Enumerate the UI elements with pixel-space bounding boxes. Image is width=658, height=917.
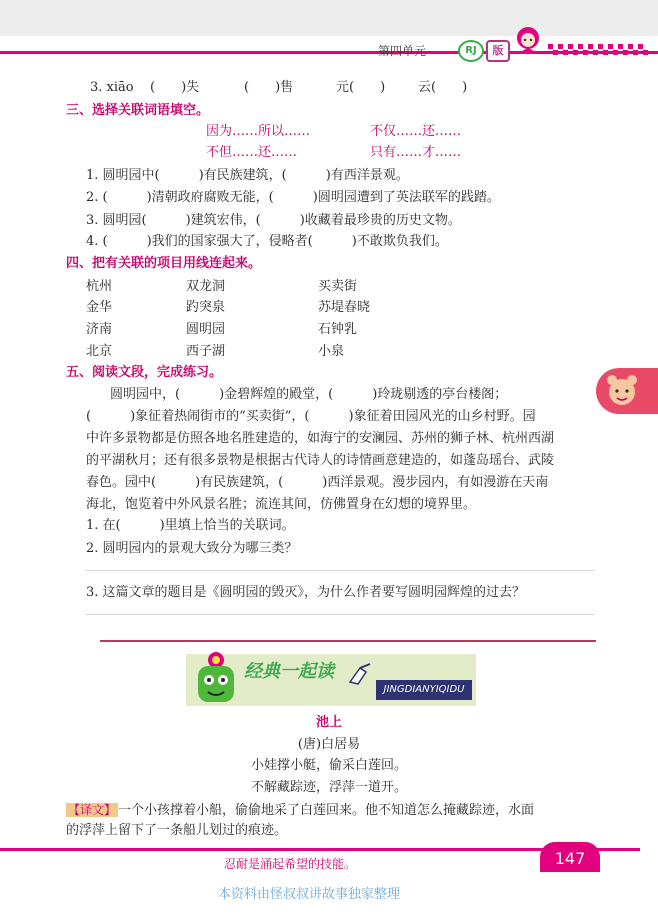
pinyin-question bbox=[90, 80, 134, 96]
pointing-hand-icon bbox=[346, 660, 376, 690]
translation-tag: 【译文】 bbox=[68, 803, 117, 817]
poem-title: 池上 bbox=[315, 715, 342, 730]
match-col2-4[interactable]: 西子湖 bbox=[186, 344, 226, 359]
s5-question-1[interactable]: 1. 在( )里填上恰当的关联词。 bbox=[86, 518, 295, 533]
checker-decoration bbox=[548, 42, 658, 62]
pinyin-blank-1[interactable]: ( )失 bbox=[150, 80, 200, 95]
s3-item-4[interactable]: 4. ( )我们的国家强大了，侵略者( )不敢欺负我们。 bbox=[86, 234, 448, 249]
pinyin-blank-3[interactable]: 元( ) bbox=[336, 80, 386, 95]
passage-line-2: ( )象征着热闹街市的“买卖街”，( )象征着田园风光的山乡村野。园 bbox=[86, 409, 536, 424]
pinyin-blank-4[interactable]: 云( ) bbox=[418, 80, 468, 95]
s5-question-3[interactable]: 3. 这篇文章的题目是《圆明园的毁灭》，为什么作者要写圆明园辉煌的过去？ bbox=[86, 585, 526, 600]
translation-line-2: 的浮萍上留下了一条船儿划过的痕迹。 bbox=[66, 823, 288, 838]
option-1: 因为……所以…… bbox=[206, 124, 311, 139]
page-number: 147 bbox=[540, 842, 600, 872]
edition-ban-badge: 版 bbox=[486, 40, 510, 62]
match-col3-2[interactable]: 苏堤春晓 bbox=[318, 300, 371, 315]
option-3: 不但……还…… bbox=[206, 145, 298, 160]
translation-line-1 bbox=[66, 802, 534, 819]
cartoon-monster-icon bbox=[192, 648, 240, 708]
s3-item-3[interactable]: 3. 圆明园( )建筑宏伟，( )收藏着最珍贵的历史文物。 bbox=[86, 213, 461, 228]
passage-line-6: 海北，饱览着中外风景名胜；流连其间，仿佛置身在幻想的境界里。 bbox=[86, 497, 477, 512]
s5-question-2[interactable]: 2. 圆明园内的景观大致分为哪三类？ bbox=[86, 541, 298, 556]
answer-line[interactable] bbox=[86, 614, 594, 615]
match-col1-3[interactable]: 济南 bbox=[86, 322, 113, 337]
match-col2-1[interactable]: 双龙洞 bbox=[186, 279, 226, 294]
banner-pinyin: JINGDIANYIQIDU bbox=[376, 680, 472, 700]
passage-line-1: 圆明园中，( )金碧辉煌的殿堂，( )玲珑剔透的亭台楼阁； bbox=[110, 387, 508, 402]
s3-item-1[interactable]: 1. 圆明园中( )有民族建筑，( )有西洋景观。 bbox=[86, 168, 409, 183]
option-4: 只有……才…… bbox=[370, 145, 462, 160]
cartoon-girl-icon bbox=[508, 20, 548, 60]
translation-text-1: 一个小孩撑着小船，偷偷地采了白莲回来。他不知道怎么掩藏踪迹，水面 bbox=[118, 803, 535, 818]
edition-rj-badge: RJ bbox=[458, 40, 484, 62]
section3-title: 三、选择关联词语填空。 bbox=[66, 103, 210, 118]
match-col1-1[interactable]: 杭州 bbox=[86, 279, 113, 294]
match-col2-3[interactable]: 圆明园 bbox=[186, 322, 226, 337]
passage-line-5: 春色。园中( )有民族建筑，( )西洋景观。漫步园内，有如漫游在天南 bbox=[86, 475, 549, 490]
footer-motto: 忍耐是涌起希望的技能。 bbox=[224, 857, 357, 871]
top-band bbox=[0, 0, 658, 36]
answer-line[interactable] bbox=[86, 570, 594, 571]
pinyin-blank-2[interactable]: ( )售 bbox=[244, 80, 294, 95]
s3-item-2[interactable]: 2. ( )清朝政府腐败无能，( )圆明园遭到了英法联军的践踏。 bbox=[86, 190, 500, 205]
poem-line-1: 小娃撑小艇，偷采白莲回。 bbox=[250, 758, 407, 773]
match-col1-2[interactable]: 金华 bbox=[86, 300, 113, 315]
pinyin-label: 3. xiāo bbox=[90, 80, 134, 95]
passage-line-3: 中许多景物都是仿照各地名胜建造的，如海宁的安澜园、苏州的狮子林、杭州西湖 bbox=[86, 431, 555, 446]
option-2: 不仅……还…… bbox=[370, 124, 462, 139]
match-col3-1[interactable]: 买卖街 bbox=[318, 279, 358, 294]
unit-label: 第四单元 bbox=[378, 44, 427, 58]
banner-title: 经典一起读 bbox=[244, 661, 334, 682]
passage-line-4: 的平湖秋月；还有很多景物是根据古代诗人的诗情画意建造的，如蓬岛瑶台、武陵 bbox=[86, 453, 555, 468]
poem-author: (唐)白居易 bbox=[297, 737, 361, 752]
section4-title: 四、把有关联的项目用线连起来。 bbox=[66, 256, 262, 271]
match-col1-4[interactable]: 北京 bbox=[86, 344, 113, 359]
section-divider bbox=[100, 640, 596, 642]
cartoon-bear-icon bbox=[604, 372, 640, 410]
footer-credit: 本资料由怪叔叔讲故事独家整理 bbox=[218, 887, 401, 902]
section5-title: 五、阅读文段，完成练习。 bbox=[66, 365, 223, 380]
poem-line-2: 不解藏踪迹，浮萍一道开。 bbox=[250, 780, 407, 795]
match-col3-3[interactable]: 石钟乳 bbox=[318, 322, 358, 337]
match-col3-4[interactable]: 小泉 bbox=[318, 344, 345, 359]
match-col2-2[interactable]: 趵突泉 bbox=[186, 300, 226, 315]
